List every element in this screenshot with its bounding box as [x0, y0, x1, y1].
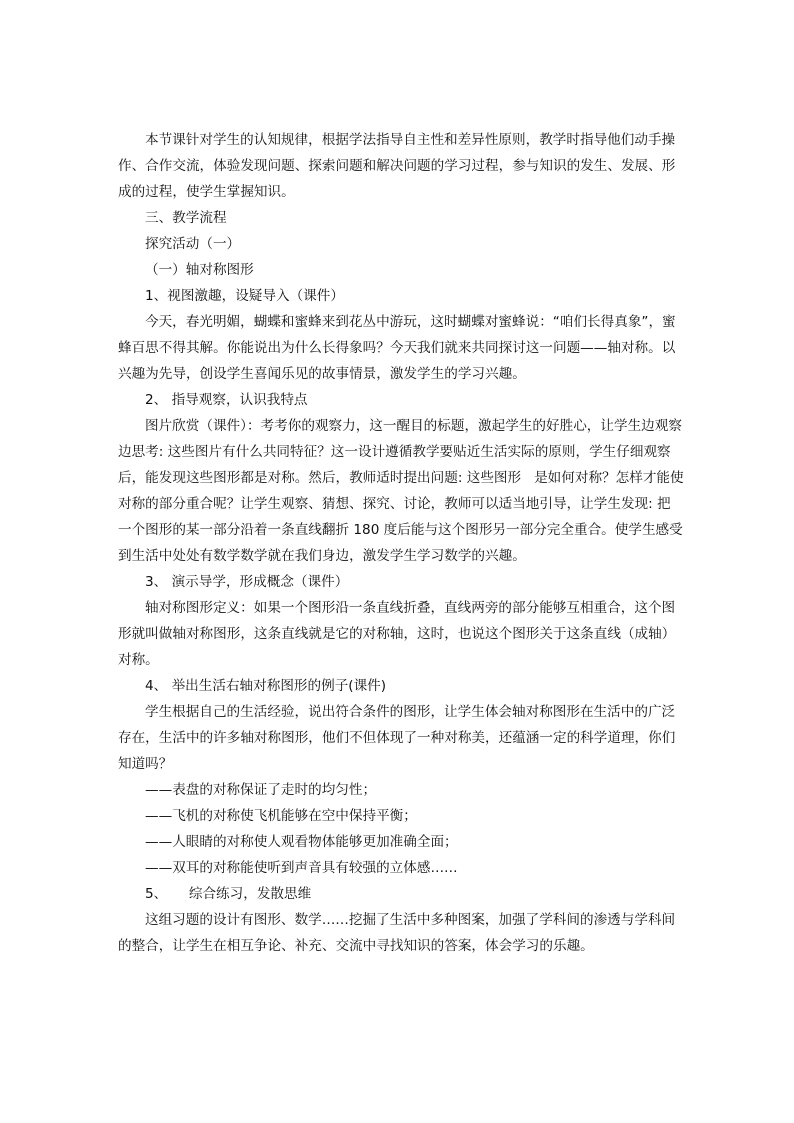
- intro-paragraph: 本节课针对学生的认知规律，根据学法指导自主性和差异性原则，教学时指导他们动手操作、合作交流，体验发现问题、探索问题和解决问题的学习过程，参与知识的发生、发展、形成的过程，使学生掌握知识。: [118, 132, 676, 200]
- step5-paragraph: 这组习题的设计有图形、数学……挖掘了生活中多种图案，加强了学科间的渗透与学科间的整合，让学生在相互争论、补充、交流中寻找知识的答案，体会学习的乐趣。: [118, 912, 676, 954]
- example-airplane: ——飞机的对称使飞机能够在空中保持平衡；: [145, 808, 417, 824]
- step4-paragraph: 学生根据自己的生活经验，说出符合条件的图形，让学生体会轴对称图形在生活中的广泛存在，生活中的许多轴对称图形，他们不但体现了一种对称美，还蕴涵一定的科学道理，你们知道吗？: [118, 704, 676, 772]
- step4-title: 4、 举出生活右轴对称图形的例子(课件): [145, 678, 387, 694]
- example-eyes: ——人眼睛的对称使人观看物体能够更加准确全面；: [145, 834, 458, 850]
- step1-paragraph: 今天，春光明媚，蝴蝶和蜜蜂来到花丛中游玩，这时蝴蝶对蜜蜂说：“咱们长得真象”，蜜蜂百思不得其解。你能说出为什么长得象吗？今天我们就来共同探讨这一问题——轴对称。以兴趣为先导，创设学生喜闻乐见的故事情景，激发学生的学习兴趣。: [118, 314, 676, 382]
- example-ears: ——双耳的对称能使听到声音具有较强的立体感……: [145, 860, 458, 876]
- step1-title: 1、视图激趣，设疑导入（课件）: [145, 288, 344, 304]
- step3-paragraph: 轴对称图形定义：如果一个图形沿一条直线折叠，直线两旁的部分能够互相重合，这个图形就叫做轴对称图形，这条直线就是它的对称轴，这时，也说这个图形关于这条直线（成轴）对称。: [118, 600, 676, 668]
- step2-paragraph: 图片欣赏（课件）：考考你的观察力，这一醒目的标题，激起学生的好胜心，让学生边观察边思考: 这些图片有什么共同特征？这一设计遵循教学要贴近生活实际的原则，学生仔细观察后，能发现这些图形都是对称。然后，教师适时提出问题: 这些图形 是如何对称？怎样才能使对称的部分重合呢？让学生观察、猜想、探究、讨论，教师可以适当地引导，让学生发现: 把一个图形的某一部分沿着一条直线翻折 180 度后能与这个图形另一部分完全重合。使学生感受到生活中处处有数学数学就在我们身边，激发学生学习数学的兴趣。: [118, 418, 684, 564]
- step2-title: 2、 指导观察，认识我特点: [145, 392, 308, 408]
- step5-title: 5、 综合练习，发散思维: [145, 886, 312, 902]
- section-title-teaching-flow: 三、教学流程: [145, 210, 227, 226]
- subsection-title-axial-symmetry: （一）轴对称图形: [145, 262, 254, 278]
- activity-title: 探究活动（一）: [145, 236, 241, 252]
- document-page: [118, 127, 684, 959]
- step3-title: 3、 演示导学，形成概念（课件）: [145, 574, 349, 590]
- example-clock: ——表盘的对称保证了走时的均匀性；: [145, 782, 377, 798]
